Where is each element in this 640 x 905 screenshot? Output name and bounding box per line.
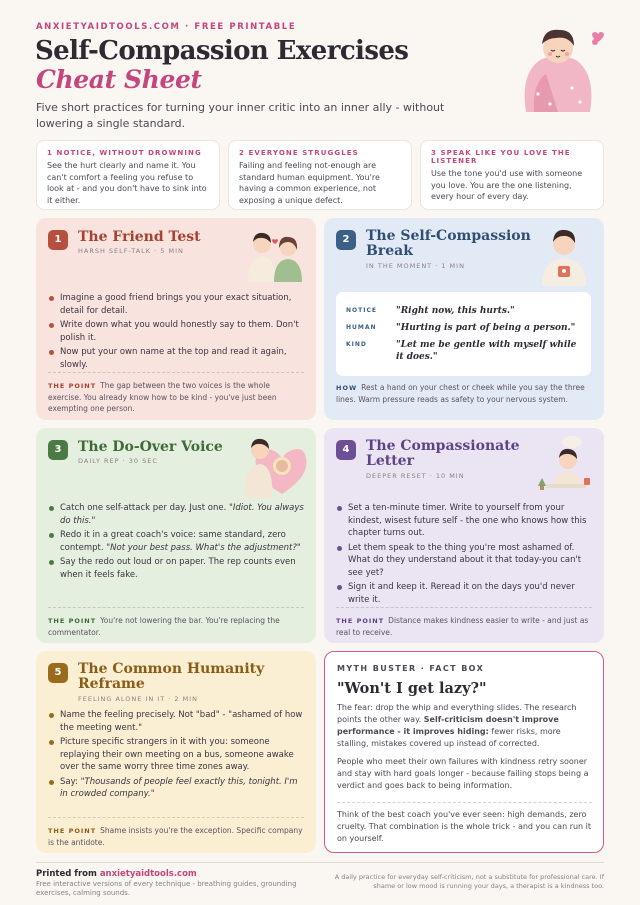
card-number: 4	[336, 440, 356, 460]
list-item	[48, 556, 306, 581]
list-item	[48, 736, 306, 774]
list-item	[48, 709, 306, 734]
brand-label: ANXIETYAIDTOOLS.COM · FREE PRINTABLE	[36, 22, 297, 32]
blanket-person-illustration	[510, 14, 610, 114]
list-item	[48, 776, 306, 801]
bullet-text: Say:	[60, 776, 81, 787]
point-text: Shame insists you're the exception. Specific company is the antidote.	[48, 826, 303, 847]
card-number: 2	[336, 230, 356, 250]
bullet-text: Name the feeling precisely. Not "bad" - "ashamed of how the meeting went."	[60, 710, 303, 733]
card-title-line: Letter	[366, 453, 414, 469]
bullet-text: Picture specific strangers in it with you: someone replaying their own meeting on a bus, someone awake over the same worry three time zones away.	[60, 737, 294, 772]
list-item	[48, 502, 306, 527]
list-item: Sign it and keep it. Reread it on the days you'd never write it.	[336, 581, 594, 606]
card-self-compassion-break	[324, 218, 604, 420]
footer-label: Printed from	[36, 869, 100, 879]
tip-heading: 2 EVERYONE STRUGGLES	[239, 149, 359, 157]
tip-body: Use the tone you'd use with someone you love. You are the one listening, every hour of every day.	[431, 169, 583, 201]
card-common-humanity	[36, 651, 316, 853]
point-text: You're not lowering the bar. You're replacing the commentator.	[48, 616, 280, 637]
tip-notice	[36, 140, 220, 210]
tip-heading: 1 NOTICE, WITHOUT DROWNING	[47, 149, 202, 157]
card-title	[78, 662, 264, 692]
myth-paragraph: People who meet their own failures with kindness retry sooner and stay with hard goals longer - because failing stops being a verdict and goes back to being information.	[337, 757, 589, 790]
myth-buster-box	[324, 651, 604, 853]
divider	[337, 802, 592, 803]
point-label: THE POINT	[48, 382, 97, 390]
tip-speak-like-you-love	[420, 140, 604, 210]
card-subtitle: DEEPER RESET · 10 MIN	[366, 472, 465, 480]
footer-printed-from	[36, 869, 197, 879]
list-item: Imagine a good friend brings you your exact situation, detail for detail.	[48, 292, 306, 317]
phrase-value: "Right now, this hurts."	[396, 306, 515, 316]
card-bullets	[48, 709, 306, 803]
bullet-text: Say the redo out loud or on paper. The rep counts even when it feels fake.	[60, 557, 296, 580]
card-title	[366, 229, 531, 259]
list-item	[48, 529, 306, 554]
myth-kicker: MYTH BUSTER · FACT BOX	[337, 664, 485, 673]
card-bullets	[48, 502, 306, 583]
myth-text: fewer risks, more stalling, mistakes covered up instead of corrected.	[337, 727, 561, 748]
point-text: Rest a hand on your chest or cheek while you say the three lines. Warm pressure reads as safety to your nervous system.	[336, 383, 585, 404]
phrase-key: KIND	[346, 341, 367, 348]
card-bullets	[336, 502, 594, 608]
intro-text: Five short practices for turning your inner critic into an inner ally - without lowering a single standard.	[36, 101, 445, 130]
list-item: Set a ten-minute timer. Write to yourself from your kindest, wisest future self - the one who knows how this chapter turns out.	[336, 502, 594, 540]
card-compassionate-letter	[324, 428, 604, 643]
bullet-text: Catch one self-attack per day. Just one.	[60, 503, 229, 513]
phrase-value: "Let me be gentle with myself while it does."	[396, 340, 577, 362]
card-number: 3	[48, 440, 68, 460]
card-subtitle: IN THE MOMENT · 1 MIN	[366, 262, 465, 270]
bullet-quote: "Thousands of people feel exactly this, tonight. I'm in crowded company."	[60, 776, 298, 799]
card-point	[48, 817, 304, 848]
card-friend-test	[36, 218, 316, 420]
page-title-accent: Cheat Sheet	[36, 65, 202, 94]
card-title-line: Reframe	[78, 676, 145, 692]
card-title-line: The Self-Compassion	[366, 228, 531, 244]
point-label: HOW	[336, 384, 358, 392]
card-point	[336, 382, 592, 405]
card-title: The Do-Over Voice	[78, 439, 223, 455]
list-item: Now put your own name at the top and read it again, slowly.	[48, 346, 306, 371]
phrase-value: "Hurting is part of being a person."	[396, 323, 576, 333]
myth-highlight: Self-criticism doesn't improve performance - it improves hiding:	[337, 715, 559, 736]
tip-body: Failing and feeling not-enough are standard human equipment. You're having a common experience, not exposing a unique defect.	[239, 161, 380, 205]
card-subtitle: DAILY REP · 30 SEC	[78, 457, 158, 465]
bullet-quote: "Idiot. You always do this."	[60, 503, 304, 526]
tip-heading: 3 SPEAK LIKE YOU LOVE THE LISTENER	[431, 149, 571, 165]
phrase-key: NOTICE	[346, 307, 377, 314]
footer-divider	[36, 862, 604, 863]
phrase-box	[336, 292, 591, 376]
person-with-mug-illustration	[536, 224, 592, 286]
myth-title: "Won't I get lazy?"	[337, 680, 487, 697]
footer-disclaimer: A daily practice for everyday self-criticism, not a substitute for professional care. If shame or low mood is running your days, a therapist is a kindness too.	[334, 873, 604, 890]
card-point	[48, 372, 304, 414]
footer-site-link[interactable]: anxietyaidtools.com	[99, 869, 197, 879]
point-label: THE POINT	[336, 617, 385, 625]
point-text: Distance makes kindness easier to write - and just as real to receive.	[336, 616, 589, 637]
card-title	[366, 439, 520, 469]
two-friends-illustration	[242, 226, 306, 282]
tip-everyone-struggles	[228, 140, 412, 210]
person-writing-illustration	[532, 434, 594, 496]
page-title: Self-Compassion Exercises	[35, 36, 409, 66]
card-number: 1	[48, 230, 68, 250]
point-label: THE POINT	[48, 617, 97, 625]
card-do-over-voice	[36, 428, 316, 643]
card-subtitle: HARSH SELF-TALK · 5 MIN	[78, 247, 184, 255]
phrase-key: HUMAN	[346, 324, 377, 331]
point-text: The gap between the two voices is the whole exercise. You already know how to be kind - you've just been exempting one person.	[48, 381, 277, 413]
card-title-line: Break	[366, 243, 413, 259]
list-item: Let them speak to the thing you're most ashamed of. What do they understand about it that today-you can't see yet?	[336, 542, 594, 580]
heart-mirror-illustration	[242, 436, 308, 498]
myth-paragraph: Think of the best coach you've ever seen: high demands, zero cruelty. That combination is the whole trick - and you can run it on yourself.	[337, 810, 592, 843]
card-point	[48, 607, 304, 638]
myth-paragraph	[337, 702, 593, 750]
footer-description: Free interactive versions of every technique - breathing guides, grounding exercises, calming sounds.	[36, 880, 297, 897]
myth-text: The fear: drop the whip and everything slides. The research points the other way.	[337, 703, 577, 724]
card-point	[336, 607, 592, 638]
card-bullets	[48, 292, 306, 373]
list-item: Write down what you would honestly say to them. Don't polish it.	[48, 319, 306, 344]
card-title-line: The Common Humanity	[78, 661, 265, 677]
bullet-quote: "Not your best pass. What's the adjustment?"	[106, 542, 301, 553]
point-label: THE POINT	[48, 827, 97, 835]
card-subtitle: FEELING ALONE IN IT · 2 MIN	[78, 695, 198, 703]
bullet-text: Redo it in a great coach's voice: same standard, zero contempt.	[60, 530, 286, 553]
tip-body: See the hurt clearly and name it. You can't comfort a feeling you refuse to look at - and you don't have to sink into it either.	[47, 161, 207, 205]
card-number: 5	[48, 663, 68, 683]
card-title-line: The Compassionate	[366, 438, 520, 454]
card-title: The Friend Test	[78, 229, 201, 245]
